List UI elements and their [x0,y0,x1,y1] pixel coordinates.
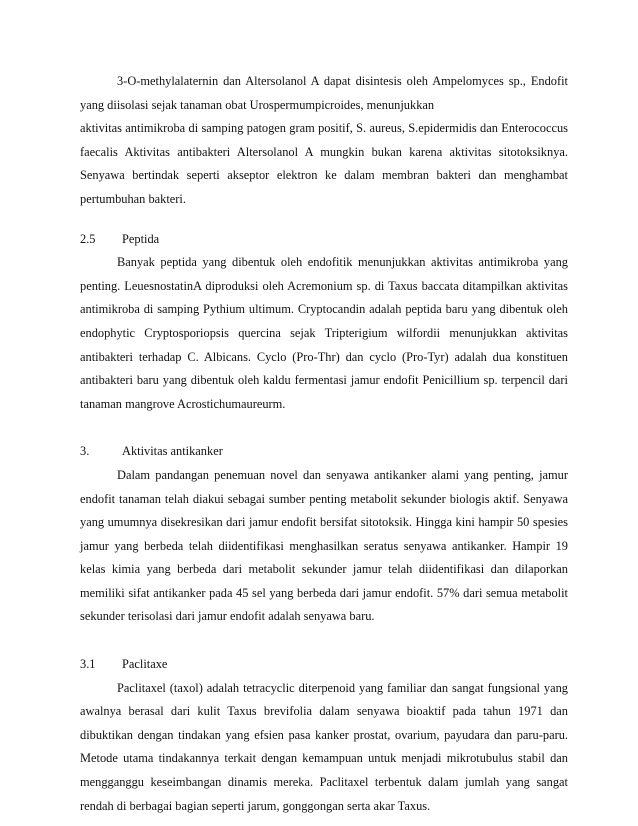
text-line: dibuktikan dengan tindakan yang efsien pasa kanker prostat, ovarium, payudara dan paru-paru. [80,727,568,742]
text-line: faecalis Aktivitas antibakteri Altersolanol A mungkin bukan karena aktivitas sitotoksiknya. [80,144,568,159]
section-heading-2-5 [80,228,568,252]
paragraph-peptida [80,251,568,416]
text-line: awalnya berasal dari kulit Taxus brevifolia dalam senyawa bioaktif pada tahun 1971 dan [80,704,568,719]
text-line: antibakteri terhadap C. Albicans. Cyclo (Pro-Thr) dan cyclo (Pro-Tyr) adalah dua konstituen [80,349,568,364]
text-line: Banyak peptida yang dibentuk oleh endofitik menunjukkan aktivitas antimikroba yang [117,255,568,270]
section-title: Aktivitas antikanker [122,444,223,459]
text-line: Senyawa bertindak seperti akseptor elektron ke dalam membran bakteri dan menghambat [80,168,568,183]
text-line: memiliki sifat antikanker pada 45 sel yang berbeda dari jamur endofit. 57% dari semua metabolit [80,585,568,600]
text-line: 3-O-methylalaternin dan Altersolanol A dapat disintesis oleh Ampelomyces sp., Endofit [117,74,568,88]
paragraph-antikanker [80,464,568,629]
section-number: 2.5 [80,231,96,246]
text-line: yang umumnya disekresikan dari jamur endofit bersifat sitotoksik. Hingga kini hampir 50 spesies [80,515,568,530]
text-line: jamur yang berbeda telah diidentifikasi menghasilkan seratus senyawa antikanker. Hampir 19 [80,538,568,553]
text-line: yang diisolasi sejak tanaman obat Urospermumpicroides, menunjukkan [80,97,435,112]
text-line: Paclitaxel (taxol) adalah tetracyclic diterpenoid yang familiar dan sangat fungsional yang [117,680,568,695]
section-title: Peptida [122,231,160,246]
section-title: Paclitaxe [122,657,168,672]
section-heading-3 [80,440,568,464]
text-line: antimikroba di samping Pythium ultimum. Cryptocandin adalah peptida baru yang dibentuk oleh [80,302,568,317]
text-line: mengganggu keseimbangan dinamis mereka. Paclitaxel terbentuk dalam jumlah yang sangat [80,775,568,790]
text-line: pertumbuhan bakteri. [80,191,186,206]
section-heading-3-1 [80,653,568,677]
text-line: kelas kimia yang berbeda dari metabolit sekunder jamur telah diidentifikasi dan dilaporkan [80,562,568,577]
text-line: endofit tanaman telah diakui sebagai sumber penting metabolit sekunder biologis aktif. Senyawa [80,491,568,506]
text-line: rendah di berbagai bagian seperti jarum, gonggongan serta akar Taxus. [80,798,431,813]
paragraph-paclitaxel [80,677,568,819]
text-line: Dalam pandangan penemuan novel dan senyawa antikanker alami yang penting, jamur [117,467,568,482]
section-number: 3.1 [80,657,96,672]
section-number: 3. [80,444,90,459]
text-line: sekunder terisolasi dari jamur endofit adalah senyawa baru. [80,609,375,624]
text-line: aktivitas antimikroba di samping patogen gram positif, S. aureus, S.epidermidis dan Enterococcus [80,121,568,136]
text-line: Metode utama tindakannya terkait dengan kemampuan untuk menjadi mikrotubulus stabil dan [80,751,568,766]
paragraph-intro [80,70,568,212]
text-line: endophytic Cryptosporiopsis quercina sejak Tripterigium wilfordii menunjukkan aktivitas [80,325,568,340]
text-line: tanaman mangrove Acrostichumaureurm. [80,396,286,411]
text-line: penting. LeuesnostatinA diproduksi oleh Acremonium sp. di Taxus baccata ditampilkan aktivitas [80,278,568,293]
text-line: antibakteri baru yang dibentuk oleh kaldu fermentasi jamur endofit Penicillium sp. terpencil dari [80,373,568,388]
